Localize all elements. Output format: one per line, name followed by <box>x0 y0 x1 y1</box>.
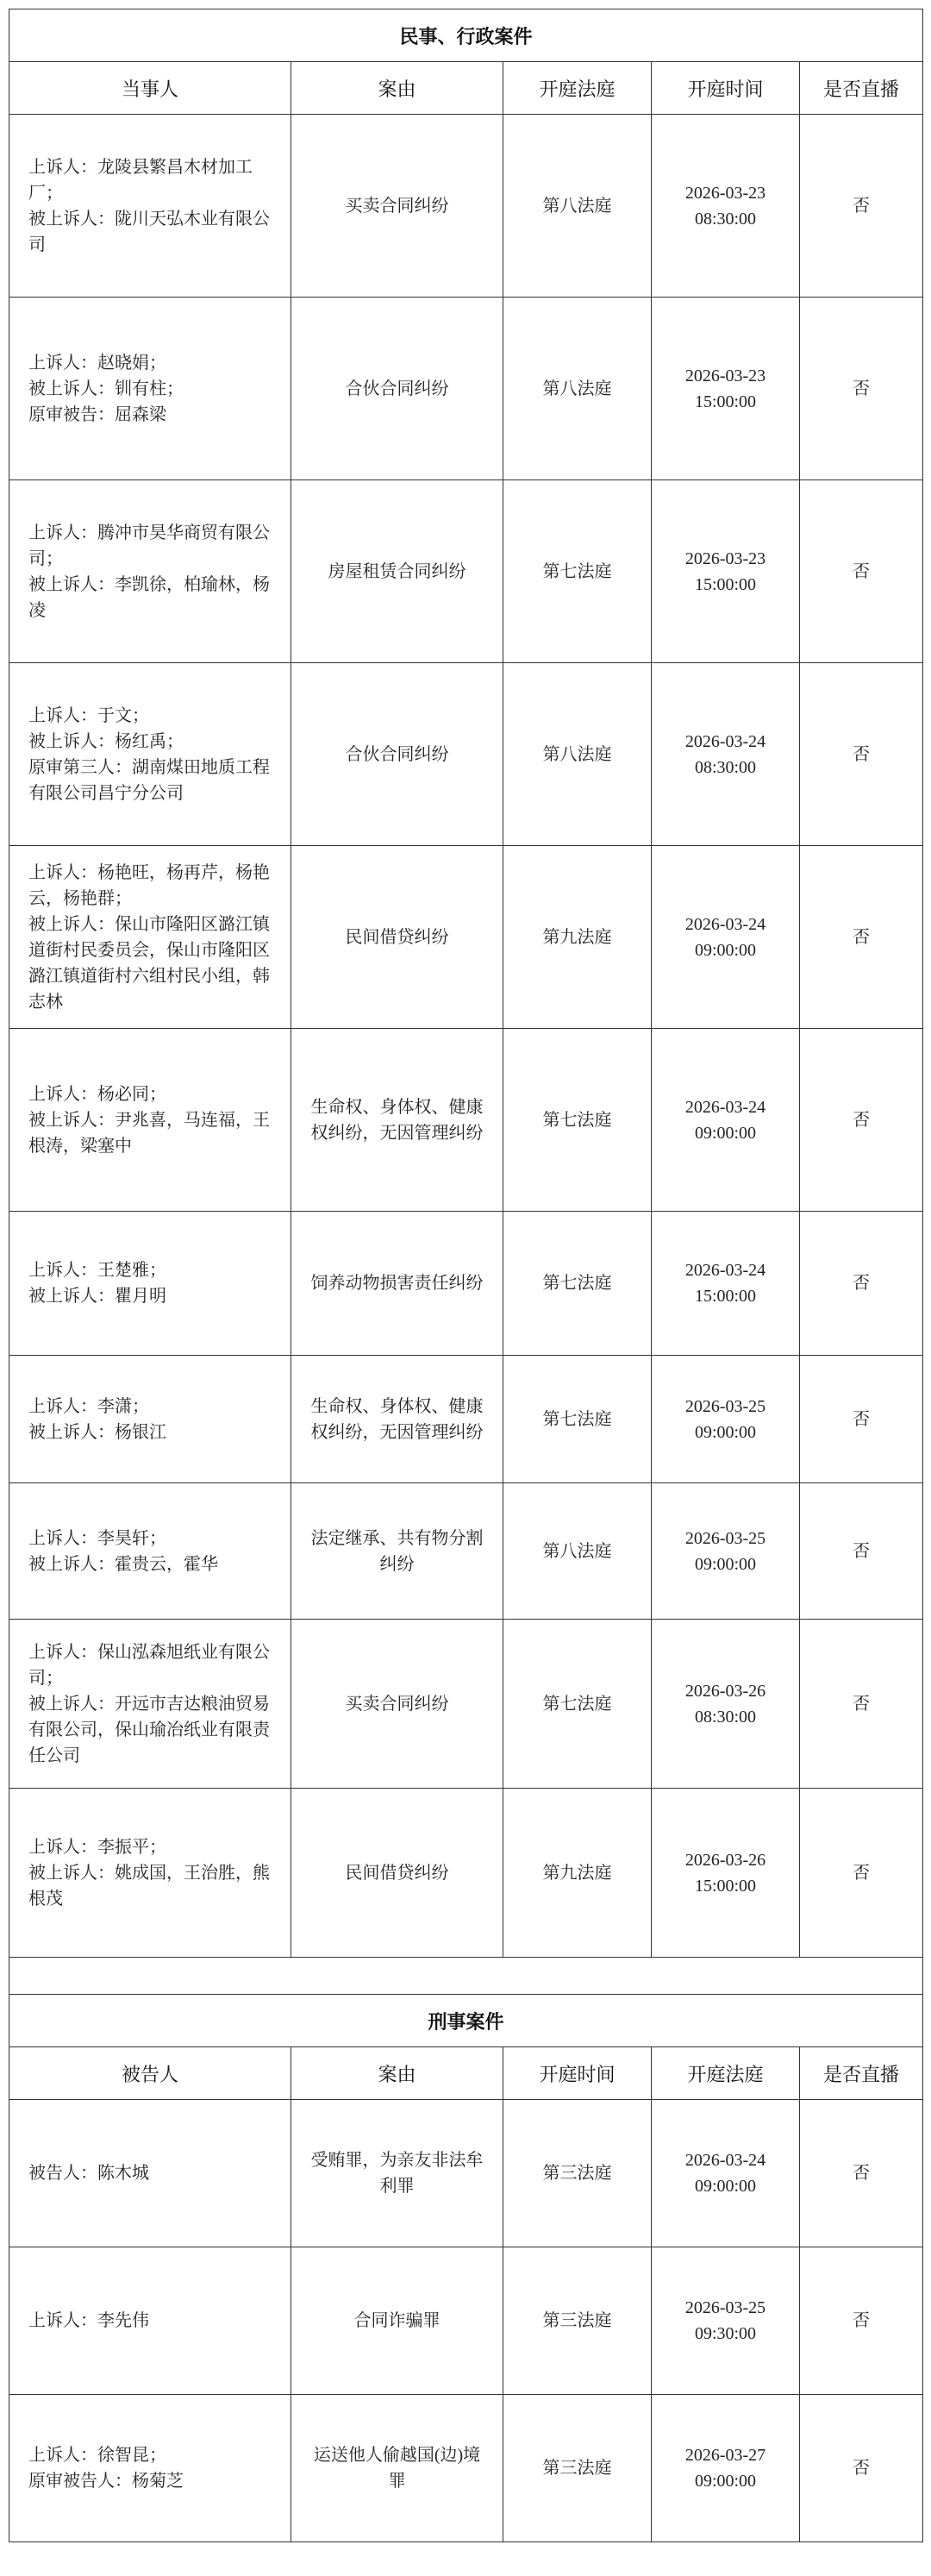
clock-text: 09:00:00 <box>694 1123 757 1143</box>
court-cell: 第九法庭 <box>503 1789 652 1958</box>
party-cell <box>9 1483 291 1620</box>
clock-text: 09:00:00 <box>694 2472 757 2491</box>
time-cell <box>652 1620 800 1789</box>
live-cell: 否 <box>800 115 923 298</box>
court-cell: 第三法庭 <box>503 2395 652 2542</box>
time-cell <box>652 480 800 663</box>
criminal-header-row <box>9 2047 923 2100</box>
cause-line: 受贿罪，为亲友非法牟 <box>310 2151 484 2170</box>
party-line: 原审第三人：湖南煤田地质工程有限公司昌宁分公司 <box>28 757 270 803</box>
party-cell <box>9 2247 291 2395</box>
table-row <box>9 2247 923 2395</box>
party-line: 被上诉人：李凯徐，柏瑜林，杨凌 <box>28 574 270 620</box>
party-line: 上诉人：保山泓森旭纸业有限公司； <box>28 1642 270 1688</box>
time-cell <box>652 2247 800 2395</box>
party-cell <box>9 480 291 663</box>
cause-cell <box>291 1212 503 1356</box>
court-cell: 第七法庭 <box>503 1620 652 1789</box>
table-row <box>9 2395 923 2542</box>
live-cell: 否 <box>800 2100 923 2247</box>
cause-cell <box>291 2100 503 2247</box>
cause-line: 饲养动物损害责任纠纷 <box>310 1274 484 1293</box>
party-line: 被上诉人：杨银江 <box>28 1422 166 1442</box>
court-cell: 第七法庭 <box>503 1029 652 1212</box>
live-cell: 否 <box>800 1356 923 1483</box>
section-spacer <box>9 1958 923 1995</box>
party-cell <box>9 298 291 480</box>
header-defendant: 被告人 <box>9 2047 291 2100</box>
table-row <box>9 298 923 480</box>
cause-line: 纠纷 <box>379 1554 415 1574</box>
party-line: 被上诉人：钏有柱； <box>28 379 184 398</box>
party-line: 上诉人：赵晓娟； <box>28 353 166 373</box>
date-text: 2026-03-25 <box>684 1528 766 1548</box>
clock-text: 09:00:00 <box>694 2177 757 2196</box>
party-line: 被上诉人：杨红禹； <box>28 731 184 751</box>
time-cell <box>652 1483 800 1620</box>
court-cell: 第七法庭 <box>503 1212 652 1356</box>
time-cell <box>652 1029 800 1212</box>
table-row <box>9 1789 923 1958</box>
clock-text: 15:00:00 <box>694 392 757 411</box>
party-line: 原审被告人：杨菊芝 <box>28 2472 184 2491</box>
court-cell: 第九法庭 <box>503 846 652 1029</box>
clock-text: 09:00:00 <box>694 940 757 960</box>
clock-text: 15:00:00 <box>694 1876 757 1896</box>
date-text: 2026-03-26 <box>684 1850 766 1870</box>
date-text: 2026-03-24 <box>684 731 766 751</box>
live-cell: 否 <box>800 1212 923 1356</box>
table-row <box>9 2100 923 2247</box>
cause-cell <box>291 663 503 846</box>
date-text: 2026-03-26 <box>684 1681 766 1701</box>
cause-line: 合同诈骗罪 <box>353 2311 441 2330</box>
clock-text: 09:00:00 <box>694 1422 757 1442</box>
party-line: 上诉人：李先伟 <box>28 2311 149 2330</box>
party-line: 上诉人：腾冲市昊华商贸有限公司； <box>28 523 270 568</box>
cause-line: 房屋租赁合同纠纷 <box>328 561 466 581</box>
cause-cell <box>291 1356 503 1483</box>
party-cell <box>9 2100 291 2247</box>
clock-text: 15:00:00 <box>694 574 757 594</box>
cause-cell <box>291 2247 503 2395</box>
date-text: 2026-03-23 <box>684 366 766 385</box>
party-line: 被上诉人：陇川天弘木业有限公司 <box>28 209 270 254</box>
table-row <box>9 846 923 1029</box>
schedule-table <box>9 9 923 2542</box>
cause-line: 合伙合同纠纷 <box>345 744 449 764</box>
header-party: 当事人 <box>9 62 291 115</box>
party-cell <box>9 1620 291 1789</box>
date-text: 2026-03-25 <box>684 2298 766 2317</box>
table-row <box>9 115 923 298</box>
court-cell: 第三法庭 <box>503 2247 652 2395</box>
party-line: 上诉人：李潇； <box>28 1396 149 1416</box>
cause-line: 民间借贷纠纷 <box>345 927 449 947</box>
header-live: 是否直播 <box>800 62 923 115</box>
cause-cell <box>291 1029 503 1212</box>
party-line: 上诉人：李昊轩； <box>28 1528 166 1548</box>
party-cell <box>9 1356 291 1483</box>
live-cell: 否 <box>800 2247 923 2395</box>
header-time: 开庭时间 <box>503 2047 652 2100</box>
clock-text: 09:30:00 <box>694 2324 757 2343</box>
court-cell: 第八法庭 <box>503 115 652 298</box>
date-text: 2026-03-25 <box>684 1396 766 1416</box>
cause-cell <box>291 1483 503 1620</box>
party-cell <box>9 1029 291 1212</box>
party-cell <box>9 846 291 1029</box>
header-cause: 案由 <box>291 2047 503 2100</box>
party-line: 被告人：陈木城 <box>28 2164 149 2183</box>
time-cell <box>652 2100 800 2247</box>
live-cell: 否 <box>800 1483 923 1620</box>
live-cell: 否 <box>800 663 923 846</box>
header-court: 开庭法庭 <box>503 62 652 115</box>
clock-text: 09:00:00 <box>694 1554 757 1574</box>
live-cell: 否 <box>800 480 923 663</box>
table-row <box>9 663 923 846</box>
criminal-section-title: 刑事案件 <box>9 1995 923 2047</box>
cause-cell <box>291 115 503 298</box>
cause-line: 买卖合同纠纷 <box>345 1694 449 1714</box>
cause-cell <box>291 2395 503 2542</box>
table-row <box>9 480 923 663</box>
cause-line: 合伙合同纠纷 <box>345 379 449 398</box>
party-line: 被上诉人：保山市隆阳区潞江镇道街村民委员会，保山市隆阳区潞江镇道街村六组村民小组，韩志林 <box>28 914 270 1012</box>
table-row <box>9 1356 923 1483</box>
clock-text: 08:30:00 <box>694 757 757 777</box>
header-time: 开庭时间 <box>652 62 800 115</box>
table-row <box>9 1483 923 1620</box>
cause-line: 买卖合同纠纷 <box>345 196 449 216</box>
clock-text: 15:00:00 <box>694 1287 757 1306</box>
header-live: 是否直播 <box>800 2047 923 2100</box>
time-cell <box>652 115 800 298</box>
live-cell: 否 <box>800 1620 923 1789</box>
civil-section-title-row <box>9 9 923 62</box>
live-cell: 否 <box>800 846 923 1029</box>
cause-line: 民间借贷纠纷 <box>345 1863 449 1883</box>
party-line: 上诉人：徐智昆； <box>28 2446 166 2465</box>
cause-line: 利罪 <box>379 2177 415 2196</box>
court-cell: 第三法庭 <box>503 2100 652 2247</box>
party-line: 被上诉人：姚成国，王治胜，熊根茂 <box>28 1863 270 1908</box>
party-line: 上诉人：王楚雅； <box>28 1261 166 1280</box>
cause-cell <box>291 846 503 1029</box>
court-cell: 第八法庭 <box>503 663 652 846</box>
court-cell: 第七法庭 <box>503 480 652 663</box>
party-line: 被上诉人：开远市吉达粮油贸易有限公司，保山瑜冶纸业有限责任公司 <box>28 1694 270 1765</box>
clock-text: 08:30:00 <box>694 1707 757 1727</box>
live-cell: 否 <box>800 1029 923 1212</box>
cause-cell <box>291 1620 503 1789</box>
table-row <box>9 1620 923 1789</box>
date-text: 2026-03-24 <box>684 1097 766 1117</box>
criminal-section-title-row <box>9 1995 923 2047</box>
cause-line: 权纠纷，无因管理纠纷 <box>310 1123 484 1143</box>
live-cell: 否 <box>800 298 923 480</box>
party-cell <box>9 115 291 298</box>
date-text: 2026-03-24 <box>684 2151 766 2170</box>
party-cell <box>9 663 291 846</box>
time-cell <box>652 1212 800 1356</box>
cause-line: 运送他人偷越国(边)境 <box>313 2446 481 2465</box>
date-text: 2026-03-27 <box>684 2446 766 2465</box>
time-cell <box>652 1789 800 1958</box>
party-line: 上诉人：杨艳旺，杨再芹，杨艳云，杨艳群； <box>28 862 270 908</box>
cause-line: 权纠纷，无因管理纠纷 <box>310 1422 484 1442</box>
date-text: 2026-03-23 <box>684 183 766 203</box>
cause-cell <box>291 480 503 663</box>
party-line: 上诉人：于文； <box>28 705 149 725</box>
party-line: 上诉人：李振平； <box>28 1837 166 1857</box>
party-line: 上诉人：龙陵县繁昌木材加工厂； <box>28 157 253 203</box>
cause-cell <box>291 1789 503 1958</box>
party-line: 上诉人：杨必同； <box>28 1084 166 1104</box>
cause-line: 生命权、身体权、健康 <box>310 1396 484 1416</box>
table-row <box>9 1029 923 1212</box>
cause-line: 生命权、身体权、健康 <box>310 1097 484 1117</box>
cause-line: 法定继承、共有物分割 <box>310 1528 484 1548</box>
court-cell: 第八法庭 <box>503 298 652 480</box>
party-line: 被上诉人：霍贵云，霍华 <box>28 1554 218 1574</box>
header-cause: 案由 <box>291 62 503 115</box>
clock-text: 08:30:00 <box>694 209 757 229</box>
cause-line: 罪 <box>388 2472 406 2491</box>
date-text: 2026-03-23 <box>684 548 766 568</box>
court-schedule <box>9 9 922 2542</box>
party-line: 被上诉人：尹兆喜，马连福，王根涛，梁塞中 <box>28 1110 270 1156</box>
court-cell: 第七法庭 <box>503 1356 652 1483</box>
party-line: 被上诉人：瞿月明 <box>28 1287 166 1306</box>
header-court: 开庭法庭 <box>652 2047 800 2100</box>
live-cell: 否 <box>800 2395 923 2542</box>
time-cell <box>652 298 800 480</box>
live-cell: 否 <box>800 1789 923 1958</box>
party-cell <box>9 1212 291 1356</box>
date-text: 2026-03-24 <box>684 1261 766 1280</box>
time-cell <box>652 1356 800 1483</box>
time-cell <box>652 2395 800 2542</box>
time-cell <box>652 846 800 1029</box>
table-row <box>9 1212 923 1356</box>
civil-header-row <box>9 62 923 115</box>
civil-section-title: 民事、行政案件 <box>9 9 923 62</box>
party-cell <box>9 1789 291 1958</box>
time-cell <box>652 663 800 846</box>
date-text: 2026-03-24 <box>684 914 766 934</box>
party-line: 原审被告：屈森梁 <box>28 404 166 424</box>
court-cell: 第八法庭 <box>503 1483 652 1620</box>
cause-cell <box>291 298 503 480</box>
party-cell <box>9 2395 291 2542</box>
